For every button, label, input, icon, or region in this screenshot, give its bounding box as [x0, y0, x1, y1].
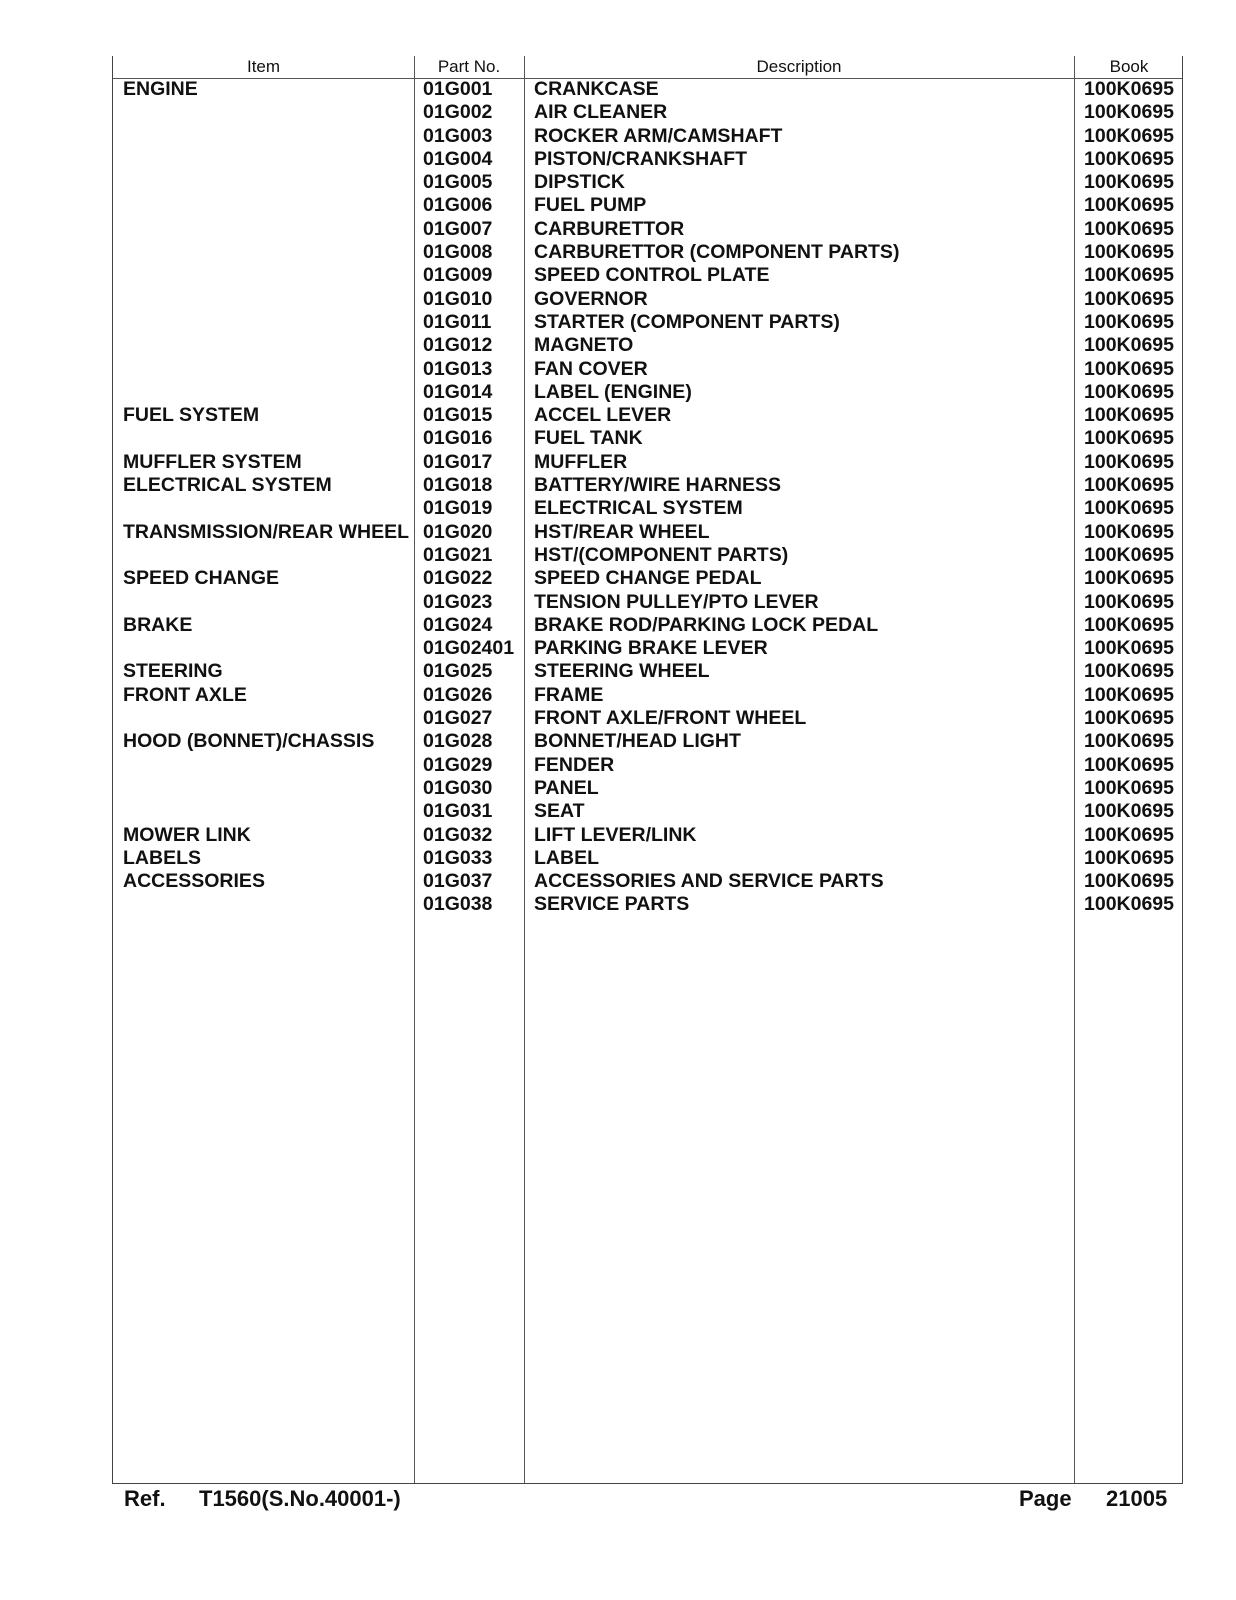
page-number: 21005 — [1106, 1486, 1168, 1511]
ref-value: T1560(S.No.40001-) — [199, 1486, 401, 1511]
table-row — [113, 591, 1182, 614]
table-row — [113, 218, 1182, 241]
row-item: ENGINE — [123, 78, 198, 100]
row-description: BATTERY/WIRE HARNESS — [534, 474, 782, 497]
row-description: HST/REAR WHEEL — [534, 520, 710, 543]
row-book: 100K0695 — [1084, 380, 1174, 403]
table-row — [113, 427, 1182, 450]
row-item: HOOD (BONNET)/CHASSIS — [123, 730, 375, 753]
ref-label: Ref. — [124, 1486, 166, 1511]
row-book: 100K0695 — [1084, 753, 1174, 776]
row-book: 100K0695 — [1084, 823, 1174, 846]
row-book: 100K0695 — [1084, 776, 1174, 799]
table-row — [113, 404, 1182, 427]
row-item: FUEL SYSTEM — [123, 404, 260, 427]
row-description: FAN COVER — [534, 357, 648, 380]
row-description: CARBURETTOR (COMPONENT PARTS) — [534, 241, 900, 264]
row-book: 100K0695 — [1084, 101, 1174, 124]
row-description: DIPSTICK — [534, 171, 626, 194]
table-row — [113, 497, 1182, 520]
row-book: 100K0695 — [1084, 194, 1174, 217]
row-item: MOWER LINK — [123, 823, 251, 846]
row-description: GOVERNOR — [534, 287, 648, 310]
row-part-no: 01G017 — [423, 450, 493, 473]
row-part-no: 01G013 — [423, 357, 493, 380]
row-description: FRAME — [534, 683, 604, 706]
row-part-no: 01G028 — [423, 730, 493, 753]
row-description: LABEL (ENGINE) — [534, 380, 692, 403]
table-row — [113, 78, 1182, 101]
table-row — [113, 730, 1182, 753]
row-part-no: 01G016 — [423, 427, 493, 450]
row-part-no: 01G029 — [423, 753, 493, 776]
row-part-no: 01G010 — [423, 287, 493, 310]
row-item: LABELS — [123, 846, 201, 869]
row-book: 100K0695 — [1084, 241, 1174, 264]
row-description: LABEL — [534, 846, 599, 869]
row-book: 100K0695 — [1084, 730, 1174, 753]
table-row — [113, 148, 1182, 171]
row-description: ACCESSORIES AND SERVICE PARTS — [534, 870, 884, 893]
row-book: 100K0695 — [1084, 870, 1174, 893]
row-part-no: 01G018 — [423, 474, 493, 497]
table-row — [113, 358, 1182, 381]
table-row — [113, 311, 1182, 334]
header-description: Description — [756, 57, 842, 76]
row-description: PISTON/CRANKSHAFT — [534, 147, 748, 170]
table-body — [113, 78, 1182, 917]
row-part-no: 01G033 — [423, 846, 493, 869]
row-book: 100K0695 — [1084, 613, 1174, 636]
row-part-no: 01G014 — [423, 380, 493, 403]
table-row — [113, 824, 1182, 847]
row-part-no: 01G011 — [423, 310, 492, 333]
row-description: CARBURETTOR — [534, 217, 685, 240]
row-description: MAGNETO — [534, 334, 634, 357]
table-row — [113, 194, 1182, 217]
row-part-no: 01G008 — [423, 241, 493, 264]
row-book: 100K0695 — [1084, 637, 1174, 660]
row-part-no: 01G030 — [423, 776, 493, 799]
parts-index-table — [112, 56, 1183, 1484]
row-part-no: 01G026 — [423, 683, 493, 706]
row-part-no: 01G003 — [423, 124, 493, 147]
table-row — [113, 754, 1182, 777]
row-description: STEERING WHEEL — [534, 660, 710, 683]
row-book: 100K0695 — [1084, 217, 1174, 240]
row-description: SEAT — [534, 800, 585, 823]
row-book: 100K0695 — [1084, 334, 1174, 357]
row-description: FUEL PUMP — [534, 194, 647, 217]
row-description: BRAKE ROD/PARKING LOCK PEDAL — [534, 613, 879, 636]
row-book: 100K0695 — [1084, 707, 1174, 730]
row-book: 100K0695 — [1084, 124, 1174, 147]
row-item: SPEED CHANGE — [123, 567, 280, 590]
row-part-no: 01G023 — [423, 590, 493, 613]
row-description: CRANKCASE — [534, 78, 659, 100]
header-item: Item — [246, 57, 281, 76]
table-row — [113, 777, 1182, 800]
table-row — [113, 451, 1182, 474]
row-book: 100K0695 — [1084, 171, 1174, 194]
table-row — [113, 614, 1182, 637]
row-book: 100K0695 — [1084, 520, 1174, 543]
row-item: TRANSMISSION/REAR WHEEL — [123, 520, 410, 543]
row-part-no: 01G038 — [423, 893, 493, 916]
row-book: 100K0695 — [1084, 264, 1174, 287]
row-description: SPEED CONTROL PLATE — [534, 264, 770, 287]
row-part-no: 01G005 — [423, 171, 493, 194]
row-description: LIFT LEVER/LINK — [534, 823, 697, 846]
row-part-no: 01G015 — [423, 404, 493, 427]
row-part-no: 01G02401 — [423, 637, 515, 660]
row-description: FUEL TANK — [534, 427, 643, 450]
row-part-no: 01G025 — [423, 660, 493, 683]
row-book: 100K0695 — [1084, 450, 1174, 473]
row-description: SERVICE PARTS — [534, 893, 690, 916]
row-description: FENDER — [534, 753, 615, 776]
table-row — [113, 660, 1182, 683]
row-item: ELECTRICAL SYSTEM — [123, 474, 332, 497]
table-row — [113, 893, 1182, 916]
table-row — [113, 381, 1182, 404]
page-label: Page — [1019, 1486, 1072, 1511]
row-book: 100K0695 — [1084, 800, 1174, 823]
row-book: 100K0695 — [1084, 567, 1174, 590]
row-part-no: 01G024 — [423, 613, 493, 636]
row-book: 100K0695 — [1084, 147, 1174, 170]
row-part-no: 01G019 — [423, 497, 493, 520]
row-book: 100K0695 — [1084, 846, 1174, 869]
row-part-no: 01G009 — [423, 264, 493, 287]
row-book: 100K0695 — [1084, 497, 1174, 520]
table-row — [113, 800, 1182, 823]
row-book: 100K0695 — [1084, 310, 1174, 333]
table-row — [113, 125, 1182, 148]
row-description: MUFFLER — [534, 450, 628, 473]
row-part-no: 01G006 — [423, 194, 493, 217]
table-row — [113, 474, 1182, 497]
table-row — [113, 241, 1182, 264]
row-part-no: 01G007 — [423, 217, 493, 240]
table-row — [113, 847, 1182, 870]
row-book: 100K0695 — [1084, 590, 1174, 613]
row-item: ACCESSORIES — [123, 870, 265, 893]
page-footer — [0, 1484, 1236, 1514]
row-description: ACCEL LEVER — [534, 404, 672, 427]
row-description: SPEED CHANGE PEDAL — [534, 567, 762, 590]
row-part-no: 01G031 — [423, 800, 493, 823]
row-book: 100K0695 — [1084, 78, 1174, 100]
row-description: PANEL — [534, 776, 599, 799]
header-book: Book — [1109, 57, 1149, 76]
row-book: 100K0695 — [1084, 357, 1174, 380]
row-book: 100K0695 — [1084, 427, 1174, 450]
header-part-no: Part No. — [437, 57, 501, 76]
row-book: 100K0695 — [1084, 404, 1174, 427]
row-description: TENSION PULLEY/PTO LEVER — [534, 590, 819, 613]
table-row — [113, 707, 1182, 730]
table-row — [113, 637, 1182, 660]
row-description: STARTER (COMPONENT PARTS) — [534, 310, 840, 333]
row-part-no: 01G032 — [423, 823, 493, 846]
row-item: BRAKE — [123, 613, 193, 636]
row-item: FRONT AXLE — [123, 683, 247, 706]
table-row — [113, 171, 1182, 194]
row-part-no: 01G022 — [423, 567, 493, 590]
row-description: ROCKER ARM/CAMSHAFT — [534, 124, 783, 147]
table-row — [113, 567, 1182, 590]
table-row — [113, 334, 1182, 357]
row-part-no: 01G012 — [423, 334, 493, 357]
table-row — [113, 684, 1182, 707]
row-description: BONNET/HEAD LIGHT — [534, 730, 741, 753]
row-item: STEERING — [123, 660, 223, 683]
table-row — [113, 101, 1182, 124]
row-description: FRONT AXLE/FRONT WHEEL — [534, 707, 807, 730]
row-description: PARKING BRAKE LEVER — [534, 637, 768, 660]
row-book: 100K0695 — [1084, 660, 1174, 683]
row-part-no: 01G001 — [423, 78, 493, 100]
row-part-no: 01G004 — [423, 147, 493, 170]
row-item: MUFFLER SYSTEM — [123, 450, 302, 473]
table-row — [113, 521, 1182, 544]
row-description: ELECTRICAL SYSTEM — [534, 497, 743, 520]
row-part-no: 01G020 — [423, 520, 493, 543]
table-row — [113, 288, 1182, 311]
row-part-no: 01G021 — [423, 543, 493, 566]
table-row — [113, 544, 1182, 567]
row-book: 100K0695 — [1084, 474, 1174, 497]
table-row — [113, 264, 1182, 287]
row-part-no: 01G037 — [423, 870, 493, 893]
row-book: 100K0695 — [1084, 287, 1174, 310]
row-book: 100K0695 — [1084, 893, 1174, 916]
table-row — [113, 870, 1182, 893]
row-part-no: 01G027 — [423, 707, 493, 730]
row-book: 100K0695 — [1084, 683, 1174, 706]
row-book: 100K0695 — [1084, 543, 1174, 566]
row-part-no: 01G002 — [423, 101, 493, 124]
row-description: HST/(COMPONENT PARTS) — [534, 543, 789, 566]
row-description: AIR CLEANER — [534, 101, 668, 124]
